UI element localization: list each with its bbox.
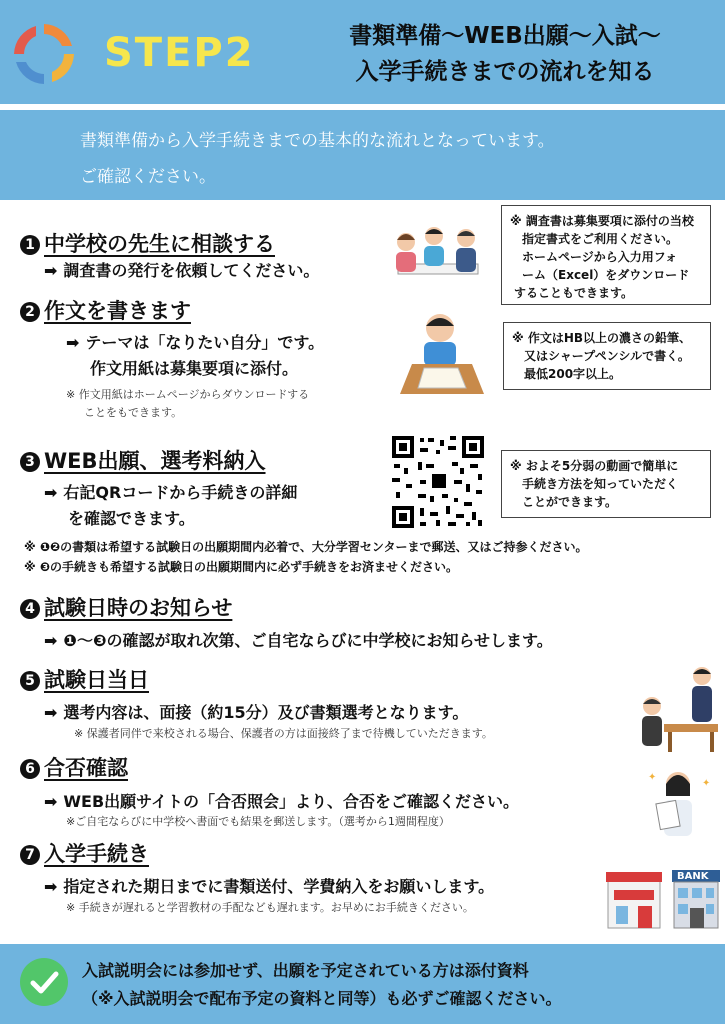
footer-banner (0, 944, 725, 1024)
arrow-right-icon: ➡ (44, 877, 58, 896)
title-line-2: 入学手続きまでの流れを知る (355, 59, 655, 85)
step-number-2: 2 (20, 302, 40, 322)
intro-line-1: 書類準備から入学手続きまでの基本的な流れとなっています。 (80, 131, 555, 151)
section-7-line-1 (44, 874, 494, 897)
step-number-6: 6 (20, 759, 40, 779)
section-2-note-2: ことをもできます。 (84, 406, 183, 419)
arrow-right-icon: ➡ (44, 261, 58, 280)
section-7-text: 指定された期日までに書類送付、学費納入をお願いします。 (63, 877, 495, 896)
note-box-3-line: ※ およそ5分弱の動画で簡単に (510, 459, 679, 473)
bank-label: BANK (677, 871, 709, 882)
arrow-right-icon: ➡ (44, 483, 58, 502)
section-2-text: テーマは「なりたい自分」です。 (85, 333, 325, 352)
section-6-text: WEB出願サイトの「合否照会」より、合否をご確認ください。 (63, 792, 520, 811)
svg-text:✦: ✦ (648, 772, 657, 783)
page-title (300, 18, 710, 90)
note-box-2-line: ※ 作文はHB以上の濃さの鉛筆、 (512, 331, 692, 345)
section-2-title: 作文を書きます (44, 299, 191, 323)
footer-line-2: （※入試説明会で配布予定の資料と同等）も必ずご確認ください。 (82, 989, 562, 1008)
section-3-title: WEB出願、選考料納入 (44, 449, 266, 473)
intro-line-2: ご確認ください。 (80, 167, 216, 187)
interview-illustration (636, 662, 720, 756)
note-box-1-line: することもできます。 (514, 286, 634, 300)
arrow-right-icon: ➡ (44, 631, 58, 650)
step-label: STEP2 (104, 30, 255, 76)
note-box-2-line: 最低200字以上。 (524, 367, 622, 381)
section-1-heading (20, 228, 275, 258)
note-box-1-line: ーム（Excel）をダウンロード (522, 268, 690, 282)
note-box-1-line: ホームページから入力用フォ (522, 250, 678, 264)
section-6-note: ※ご自宅ならびに中学校へ書面でも結果を郵送します。（選考から1週間程度） (66, 815, 450, 828)
section-7-title: 入学手続き (44, 842, 149, 866)
section-3-heading (20, 445, 266, 475)
mid-note-1: ※ ❶❷の書類は希望する試験日の出願期間内必着で、大分学習センターまで郵送、又はご持参ください。 (24, 540, 588, 554)
note-box-1 (501, 205, 711, 305)
note-box-2-line: 又はシャープペンシルで書く。 (524, 349, 690, 363)
section-6-heading (20, 752, 128, 782)
section-5-note: ※ 保護者同伴で来校される場合、保護者の方は面接終了まで待機していただきます。 (74, 727, 493, 740)
student-writing-illustration (392, 306, 492, 400)
note-box-3 (501, 450, 711, 518)
section-6-title: 合否確認 (44, 756, 128, 780)
svg-text:✦: ✦ (702, 778, 711, 789)
section-2-heading (20, 295, 191, 325)
section-4-title: 試験日時のお知らせ (44, 596, 233, 620)
step-number-5: 5 (20, 671, 40, 691)
arrow-right-icon: ➡ (44, 703, 58, 722)
section-2-note-1: ※ 作文用紙はホームページからダウンロードする (66, 388, 310, 401)
note-box-1-line: ※ 調査書は募集要項に添付の当校 (510, 214, 694, 228)
section-3-line-2: を確認できます。 (68, 509, 195, 528)
section-5-heading (20, 664, 149, 694)
arrow-right-icon: ➡ (66, 333, 80, 352)
section-6-line-1 (44, 789, 519, 812)
section-3-text: 右記QRコードから手続きの詳細 (63, 483, 298, 502)
section-7-note: ※ 手続きが遅れると学習教材の手配なども遅れます。お早めにお手続きください。 (66, 901, 474, 914)
section-4-heading (20, 592, 232, 622)
intro-banner (0, 110, 725, 200)
section-1-text: 調査書の発行を依頼してください。 (63, 261, 320, 280)
mid-note-2: ※ ❸の手続きも希望する試験日の出願期間内に必ず手続きをお済ませください。 (24, 560, 459, 574)
step-number-3: 3 (20, 452, 40, 472)
section-2-line-2: 作文用紙は募集要項に添付。 (90, 359, 299, 378)
cycle-arrows-icon (8, 18, 80, 90)
section-4-line-1 (44, 628, 553, 651)
step-number-4: 4 (20, 599, 40, 619)
section-1-title: 中学校の先生に相談する (44, 232, 275, 256)
note-box-2 (503, 322, 711, 390)
post-office-icon (606, 868, 662, 930)
section-3-line-1 (44, 480, 297, 503)
checkmark-icon (20, 958, 68, 1006)
section-4-text: ❶〜❸の確認が取れ次第、ご自宅ならびに中学校にお知らせします。 (63, 631, 553, 650)
section-5-line-1 (44, 700, 468, 723)
note-box-1-line: 指定書式をご利用ください。 (522, 232, 679, 246)
section-5-text: 選考内容は、面接（約15分）及び書類選考となります。 (63, 703, 469, 722)
section-5-title: 試験日当日 (44, 668, 149, 692)
note-box-3-line: 手続き方法を知っていただく (522, 477, 679, 491)
section-7-heading (20, 838, 149, 868)
arrow-right-icon: ➡ (44, 792, 58, 811)
title-line-1: 書類準備〜WEB出願〜入試〜 (349, 23, 661, 49)
step-number-1: 1 (20, 235, 40, 255)
teacher-consultation-illustration (388, 216, 488, 288)
footer-line-1: 入試説明会には参加せず、出願を予定されている方は添付資料 (82, 961, 529, 980)
step-number-7: 7 (20, 845, 40, 865)
note-box-3-line: ことができます。 (522, 495, 618, 509)
section-1-line-1 (44, 258, 319, 281)
student-with-result-illustration (644, 766, 714, 842)
header-banner (0, 0, 725, 104)
qr-code-icon[interactable] (390, 434, 486, 530)
section-2-line-1 (66, 330, 324, 353)
